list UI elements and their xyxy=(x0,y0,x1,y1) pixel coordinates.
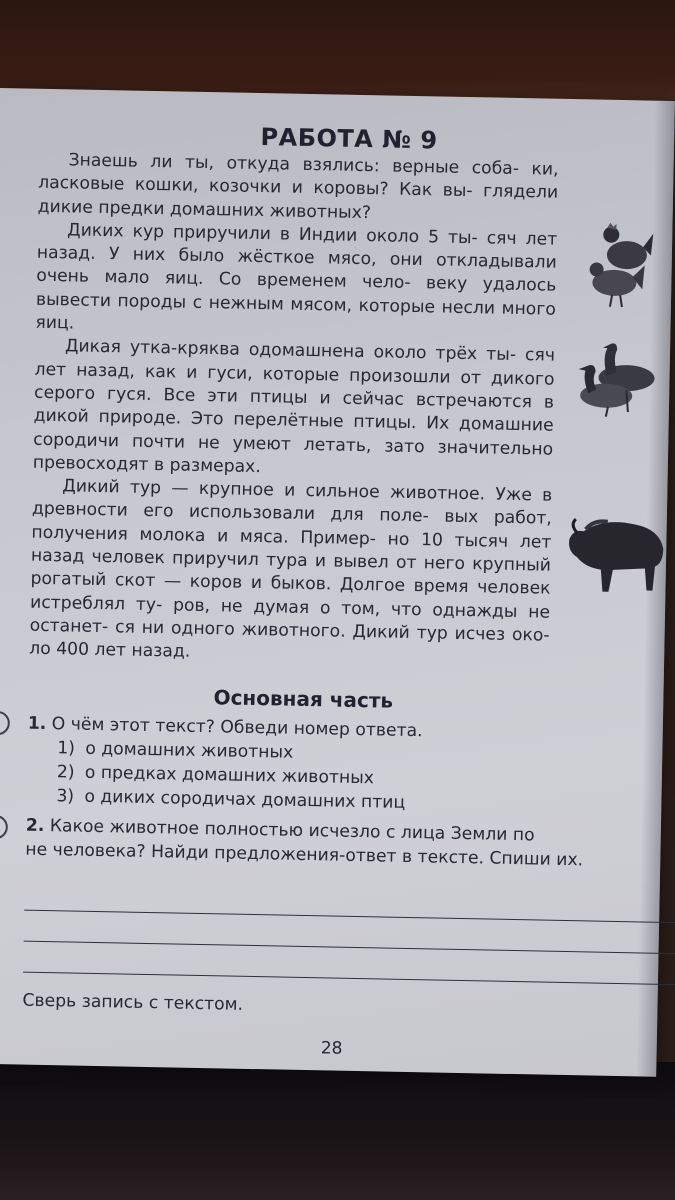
duck-line: сяч лет назад, как и гуси, которые произошли xyxy=(34,345,556,388)
aurochs-paragraph xyxy=(29,475,552,671)
duck-beak xyxy=(579,365,589,371)
duck-leg xyxy=(606,407,608,417)
margin-circle-icon xyxy=(0,814,8,838)
aurochs-illustration xyxy=(562,511,667,598)
intro-paragraph xyxy=(37,149,558,229)
workbook-page xyxy=(0,88,675,1077)
duck-paragraph xyxy=(33,335,556,485)
aurochs-line: ло 400 лет назад. xyxy=(29,638,191,662)
page-content xyxy=(21,119,584,1062)
chicken-head xyxy=(603,227,619,243)
check-instruction: Сверь запись с текстом. xyxy=(22,990,244,1015)
chicken-line: которые несли много яиц. xyxy=(35,295,557,334)
chicken-paragraph xyxy=(35,219,557,345)
duck-line: птицы. Их домашние сородичи почти не умеют xyxy=(33,412,554,455)
chicken-line: веку удалось вывести породы с нежным мясом, xyxy=(35,273,557,316)
ducks-illustration xyxy=(566,331,668,423)
aurochs-body xyxy=(568,521,664,593)
task-1 xyxy=(26,711,548,817)
chicken-leg xyxy=(610,295,612,307)
aurochs-line: вых работ, получения молока и мяса. Пример- xyxy=(31,507,553,550)
chickens-illustration xyxy=(584,214,656,310)
task-2-number: 2. xyxy=(25,815,45,836)
aurochs-line: ся ни одного животного. Дикий тур исчез око- xyxy=(114,617,550,646)
chicken-line: сяч лет назад. У них было жёсткое мясо, они xyxy=(36,228,558,271)
desk-background-bottom xyxy=(0,1062,675,1200)
task-2 xyxy=(25,813,666,873)
task-1-number: 1. xyxy=(27,713,47,734)
duck-line: встречаются в дикой природе. Это перелётные xyxy=(33,390,555,432)
page-number: 28 xyxy=(320,1037,343,1059)
aurochs-line: и быков. Долгое время человек истреблял ту- xyxy=(29,573,551,615)
duck-line: от дикого серого гуся. Все эти птицы и сейчас xyxy=(33,367,555,410)
desk-background-top xyxy=(0,0,675,100)
intro-line: ки, ласковые кошки, козочки и коровы? Как вы- xyxy=(37,159,559,202)
option-number[interactable]: 3) xyxy=(56,785,75,807)
task-2-line-1: Какое животное полностью исчезло с лица Земли по xyxy=(49,815,535,845)
duck-line: Дикая утка-кряква одомашнена около трёх ты- xyxy=(64,336,517,366)
margin-circle-icon xyxy=(0,710,10,734)
intro-line: глядели дикие предки домашних животных? xyxy=(37,181,559,223)
option-text: о диких сородичах домашних птиц xyxy=(84,786,406,813)
chicken-line: откладывали очень мало яиц. Со временем чело- xyxy=(36,250,557,294)
option-text: о домашних животных xyxy=(85,738,294,763)
chicken-line: Диких кур приручили в Индии около 5 ты- xyxy=(67,220,478,249)
task-1-text: О чём этот текст? Обведи номер ответа. xyxy=(51,713,423,741)
aurochs-horn xyxy=(573,519,578,533)
page-title: РАБОТА № 9 xyxy=(260,123,438,155)
option-number[interactable]: 2) xyxy=(56,761,75,783)
aurochs-line: вывел от него крупный рогатый скот — коров xyxy=(30,551,552,594)
duck-beak xyxy=(603,344,611,349)
aurochs-line: Дикий тур — крупное и сильное животное. xyxy=(62,476,486,505)
chicken-body xyxy=(607,241,648,270)
duck-line: летать, зато значительно превосходят в размерах. xyxy=(32,434,554,477)
aurochs-line: но 10 тысяч лет назад человек приручил тура и xyxy=(30,529,552,572)
chicken-leg xyxy=(620,295,622,307)
answer-lines xyxy=(23,879,675,985)
aurochs-line: Уже в древности его использовали для поле- xyxy=(31,484,553,527)
option-text: о предках домашних животных xyxy=(84,762,375,788)
option-number[interactable]: 1) xyxy=(57,737,76,759)
section-title: Основная часть xyxy=(213,684,394,713)
task-2-question-cont: не человека? Найди предложения-ответ в тексте. Спиши их. xyxy=(25,839,584,870)
aurochs-line: ров, не думая о том, что однажды не останет- xyxy=(29,595,551,638)
intro-line: Знаешь ли ты, откуда взялись: верные соба- xyxy=(68,150,520,179)
